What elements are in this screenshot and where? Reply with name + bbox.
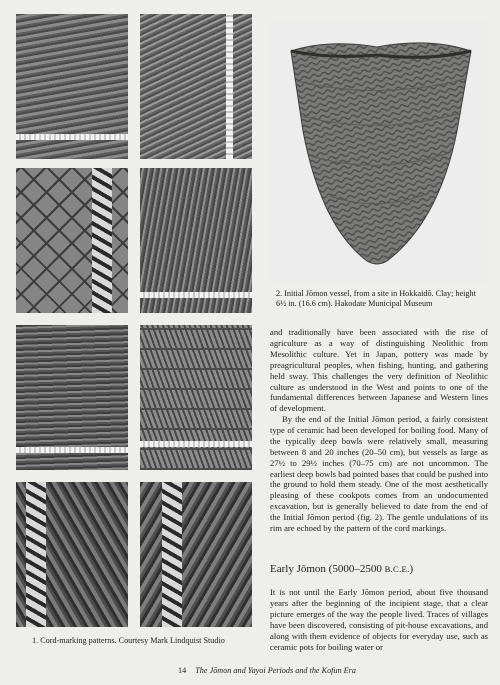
- vessel-illustration: [269, 21, 488, 284]
- figure-2-caption: [276, 289, 486, 309]
- running-title: The Jōmon and Yayoi Periods and the Kofun Era: [195, 666, 356, 675]
- figure-2-text: Initial Jōmon vessel, from a site in Hokkaidō. Clay; height 6½ in. (16.6 cm). Hakodate Municipal Museum: [276, 289, 476, 308]
- section-heading-era: B.C.E.: [384, 564, 410, 574]
- cord-pattern-photo-8: [140, 482, 252, 627]
- cord-pattern-photo-1: [16, 14, 128, 159]
- cord-pattern-photo-7: [16, 482, 128, 627]
- cord-pattern-photo-3: [16, 168, 128, 313]
- paragraph-3: It is not until the Early Jōmon period, about five thousand years after the beginning of the incipient stage, that a clear picture emerges of the way the people lived. Traces of villages have been discovered, consisting of pit-house excavations, and along with them evidence of objects for everyday use, such as ceramic pots for boiling water or: [270, 587, 488, 652]
- paragraph-2: By the end of the Initial Jōmon period, a fairly consistent type of ceramic had been developed for boiling food. Many of the typically deep bowls were relatively small, measuring between 8 and 20 inches (20–50 cm), but vessels as large as 27½ to 29½ inches (70–75 cm) are not uncommon. The earliest deep bowls had pointed bases that could be pushed into the ground to hold them steady. One of the most aesthetically pleasing of these cookpots comes from an undocumented excavation, but is generally believed to date from the end of the Initial Jōmon period (fig. 2). The gentle undulations of its rim are echoed by the pattern of the cord markings.: [270, 414, 488, 534]
- cord-pattern-photo-6: [140, 325, 252, 470]
- page-footer: [178, 666, 356, 676]
- paragraph-1: and traditionally have been associated with the rise of agriculture as a way of distinguishing Neolithic from Mesolithic culture. Yet in Japan, pottery was made by preagricultural peoples, when fishing, hunting, and gathering held sway. This challenges the very definition of Neolithic culture as understood in the West and points to one of the fundamental differences between Japanese and Western lines of development.: [270, 327, 488, 414]
- jomon-vessel-photo: [269, 21, 488, 284]
- cord-pattern-photo-5: [16, 325, 128, 470]
- figure-1-text: Cord-marking patterns. Courtesy Mark Lindquist Studio: [40, 636, 225, 645]
- cord-pattern-photo-2: [140, 14, 252, 159]
- figure-1-caption: [32, 636, 272, 646]
- page-number: 14: [178, 666, 187, 675]
- figure-2-number: 2.: [276, 289, 283, 298]
- section-heading-close: ): [409, 563, 414, 575]
- section-heading-title: Early Jōmon (5000–2500: [270, 563, 382, 575]
- figure-1-number: 1.: [32, 636, 39, 645]
- section-heading: [270, 563, 413, 576]
- cord-pattern-photo-4: [140, 168, 252, 313]
